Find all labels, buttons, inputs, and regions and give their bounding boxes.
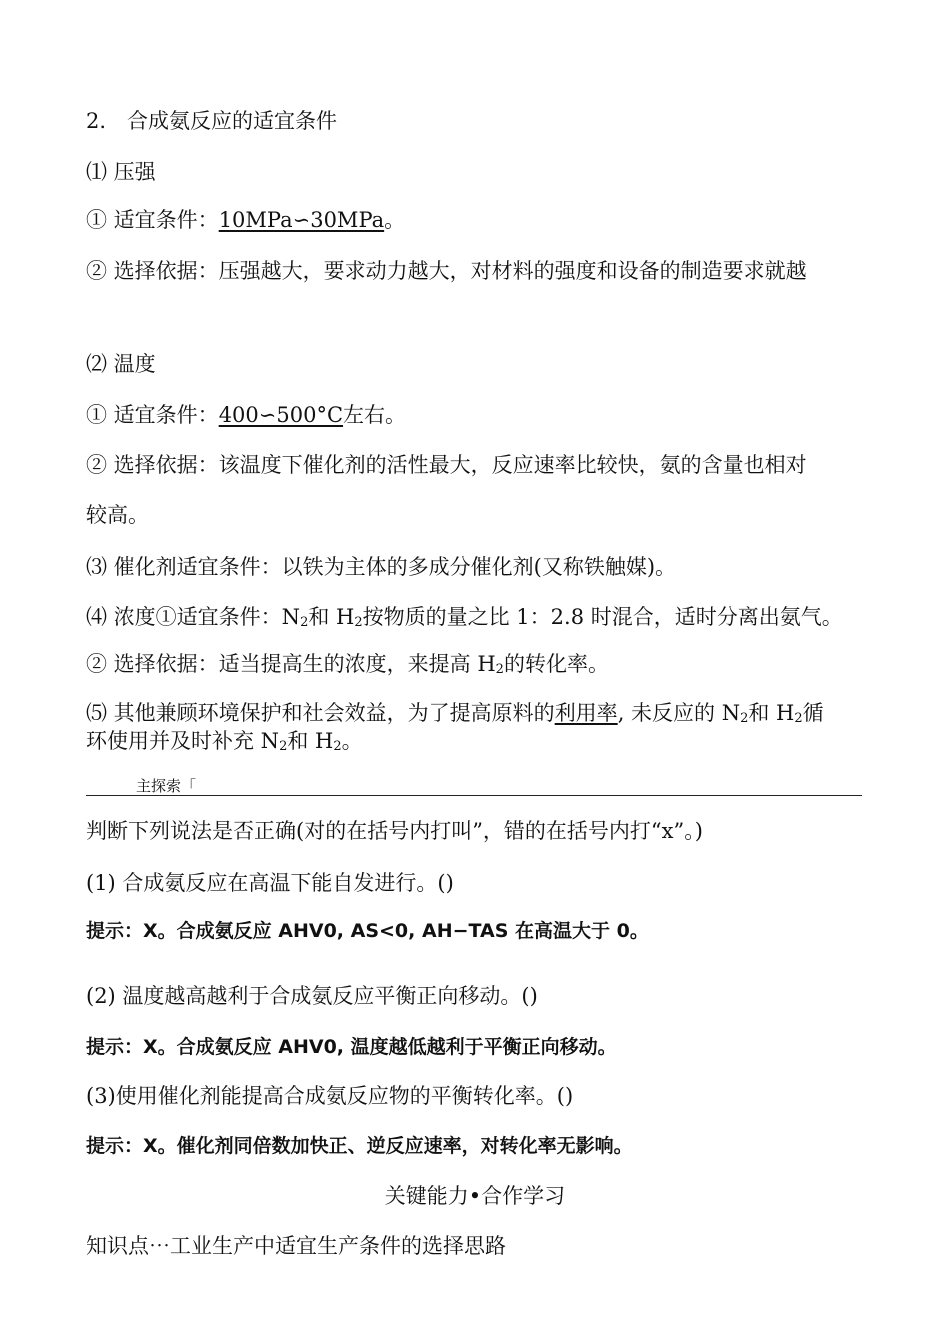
other-l2-b: 和 H: [287, 729, 334, 753]
h2-subscript: 2: [354, 615, 363, 630]
n2-subscript: 2: [279, 739, 288, 754]
pressure-basis: ② 选择依据：压强越大，要求动力越大，对材料的强度和设备的制造要求就越: [86, 259, 807, 283]
temperature-condition: [86, 402, 406, 428]
explore-label: 主探索「: [136, 777, 197, 795]
temperature-condition-suffix: 左右。: [343, 403, 407, 427]
hint-2: 提示：X。合成氨反应 AHV0, 温度越低越利于平衡正向移动。: [86, 1036, 617, 1058]
hint-3: 提示：X。催化剂同倍数加快正、逆反应速率，对转化率无影响。: [86, 1135, 633, 1157]
other-l2-c: 。: [341, 729, 363, 753]
n2-subscript: 2: [740, 711, 749, 726]
question-2: (2) 温度越高越利于合成氨反应平衡正向移动。(): [86, 984, 538, 1008]
temperature-basis-line1: ② 选择依据：该温度下催化剂的活性最大，反应速率比较快，氨的含量也相对: [86, 453, 807, 477]
question-1: (1) 合成氨反应在高温下能自发进行。(): [86, 871, 454, 895]
concentration-text-c: 按物质的量之比 1：2.8 时混合，适时分离出氨气。: [362, 605, 843, 629]
other-considerations-line2: [86, 728, 363, 760]
knowledge-point-heading: 知识点⋯工业生产中适宜生产条件的选择思路: [86, 1234, 506, 1258]
question-3: (3)使用催化剂能提高合成氨反应物的平衡转化率。(): [86, 1084, 574, 1108]
concentration-text-a: ⑷ 浓度①适宜条件：N: [86, 605, 301, 629]
other-text-a: ⑸ 其他兼顾环境保护和社会效益，为了提高原料的: [86, 701, 555, 725]
key-ability-title: 关键能力•合作学习: [384, 1184, 566, 1208]
other-l2-a: 环使用并及时补充 N: [86, 729, 280, 753]
concentration-text-b: 和 H: [308, 605, 355, 629]
pressure-condition: [86, 207, 405, 233]
pressure-condition-prefix: ① 适宜条件：: [86, 208, 219, 232]
h2-subscript: 2: [794, 711, 803, 726]
utilization-rate: 利用率: [554, 701, 618, 725]
pressure-heading: ⑴ 压强: [86, 160, 156, 184]
section-divider: [86, 795, 862, 796]
temperature-basis-line2: 较高。: [86, 503, 149, 527]
n2-subscript: 2: [300, 615, 309, 630]
pressure-condition-value: 10MPa∽30MPa: [218, 208, 385, 232]
judge-intro: 判断下列说法是否正确(对的在括号内打叫”，错的在括号内打“x”。): [86, 819, 703, 843]
temperature-heading: ⑵ 温度: [86, 352, 156, 376]
temperature-condition-value: 400∽500°C: [218, 403, 344, 427]
temperature-condition-prefix: ① 适宜条件：: [86, 403, 219, 427]
concentration-basis: [86, 651, 609, 683]
h2-subscript: 2: [495, 662, 504, 677]
other-text-d: 循: [802, 701, 824, 725]
pressure-condition-suffix: 。: [384, 208, 406, 232]
other-text-c: 和 H: [748, 701, 795, 725]
concentration-basis-a: ② 选择依据：适当提高生的浓度，来提高 H: [86, 652, 496, 676]
h2-subscript: 2: [333, 739, 342, 754]
other-text-b: , 未反应的 N: [617, 701, 741, 725]
concentration-condition: [86, 604, 843, 636]
section-2-title: 2. 合成氨反应的适宜条件: [86, 109, 338, 133]
hint-1: 提示：X。合成氨反应 AHV0, AS<0, AH−TAS 在高温大于 0。: [86, 920, 649, 942]
catalyst-condition: ⑶ 催化剂适宜条件：以铁为主体的多成分催化剂(又称铁触媒)。: [86, 555, 677, 579]
concentration-basis-b: 的转化率。: [503, 652, 609, 676]
